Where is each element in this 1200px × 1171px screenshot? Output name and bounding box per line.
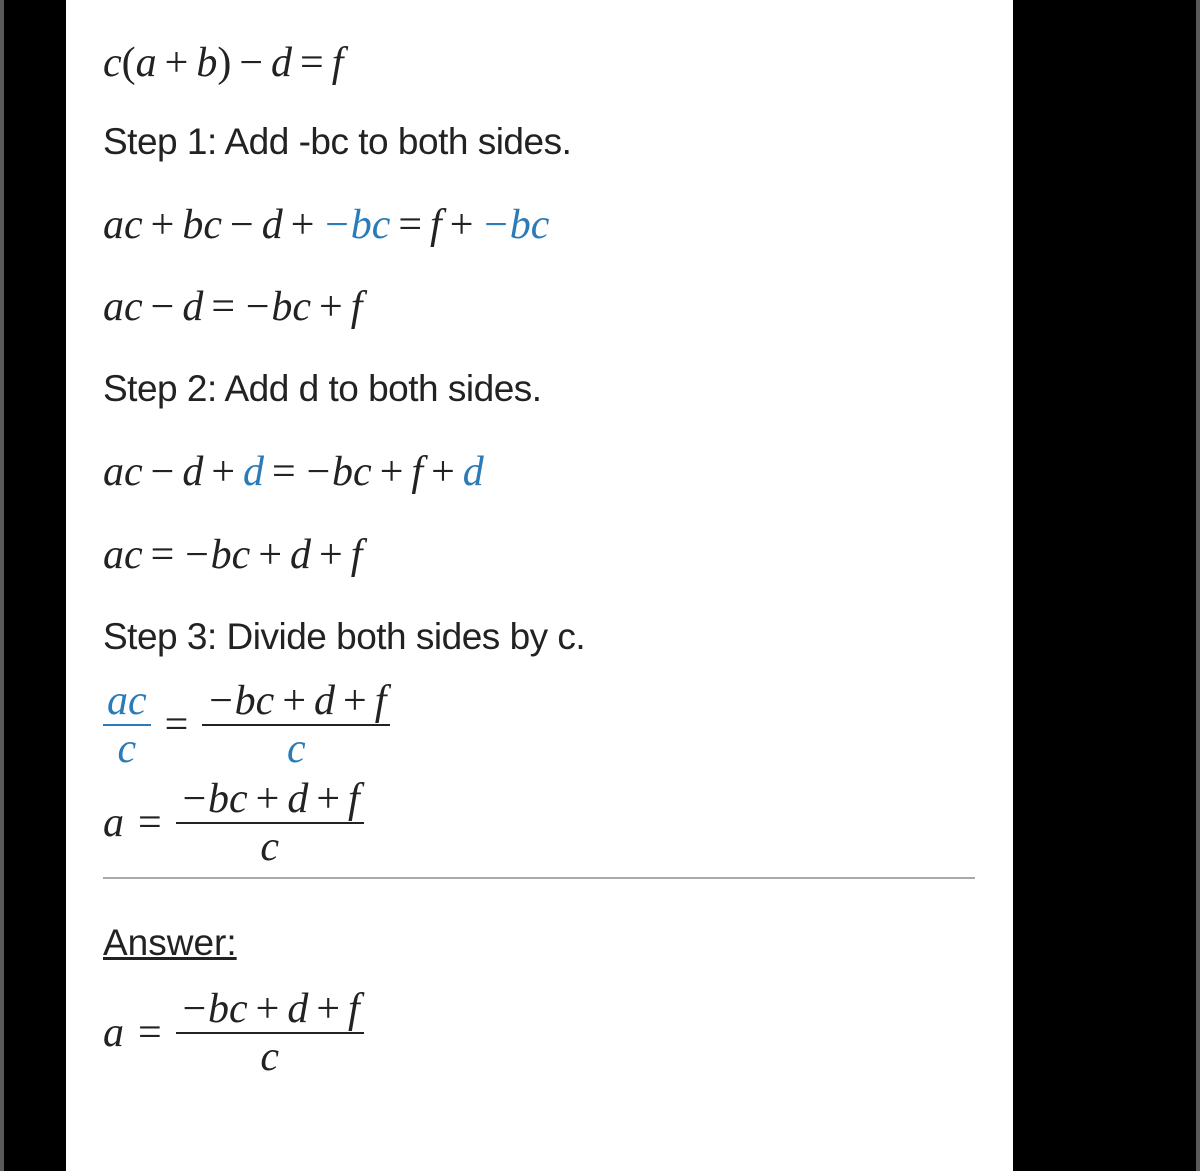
right-border bbox=[1196, 0, 1200, 1171]
step-3-result: a = $\frac{-bc + d + f}{c}$ bbox=[103, 778, 364, 868]
result-fraction: $\frac{-bc + d + f}{c}$ bbox=[176, 778, 364, 868]
left-fraction: $\frac{ac}{c}$ bbox=[103, 680, 151, 770]
highlight-term: d bbox=[462, 449, 484, 495]
step-2-equation: ac − d + d = −bc + f + d bbox=[103, 449, 484, 495]
divider bbox=[103, 877, 975, 879]
step-1-result: ac − d = −bc + f bbox=[103, 284, 363, 330]
step-1-text: Step 1: Add -bc to both sides. bbox=[103, 121, 572, 162]
step-2-result: ac = −bc + d + f bbox=[103, 532, 363, 578]
right-fraction: $\frac{-bc + d + f}{c}$ bbox=[202, 680, 390, 770]
step-3-text: Step 3: Divide both sides by c. bbox=[103, 616, 586, 657]
step-3-equation: $\frac{ac}{c}$ = $\frac{-bc + d + f}{c}$ bbox=[103, 680, 390, 770]
answer-label: Answer: bbox=[103, 922, 237, 963]
highlight-term: d bbox=[243, 449, 265, 495]
given-equation: c(a + b) − d = f bbox=[103, 40, 344, 86]
step-2-text: Step 2: Add d to both sides. bbox=[103, 368, 542, 409]
answer-equation: a = $\frac{-bc + d + f}{c}$ bbox=[103, 988, 364, 1078]
highlight-term: −bc bbox=[322, 202, 391, 248]
highlight-term: −bc bbox=[481, 202, 550, 248]
left-border bbox=[0, 0, 4, 1171]
answer-fraction: $\frac{-bc + d + f}{c}$ bbox=[176, 988, 364, 1078]
step-1-equation: ac + bc − d + −bc = f + −bc bbox=[103, 202, 550, 248]
